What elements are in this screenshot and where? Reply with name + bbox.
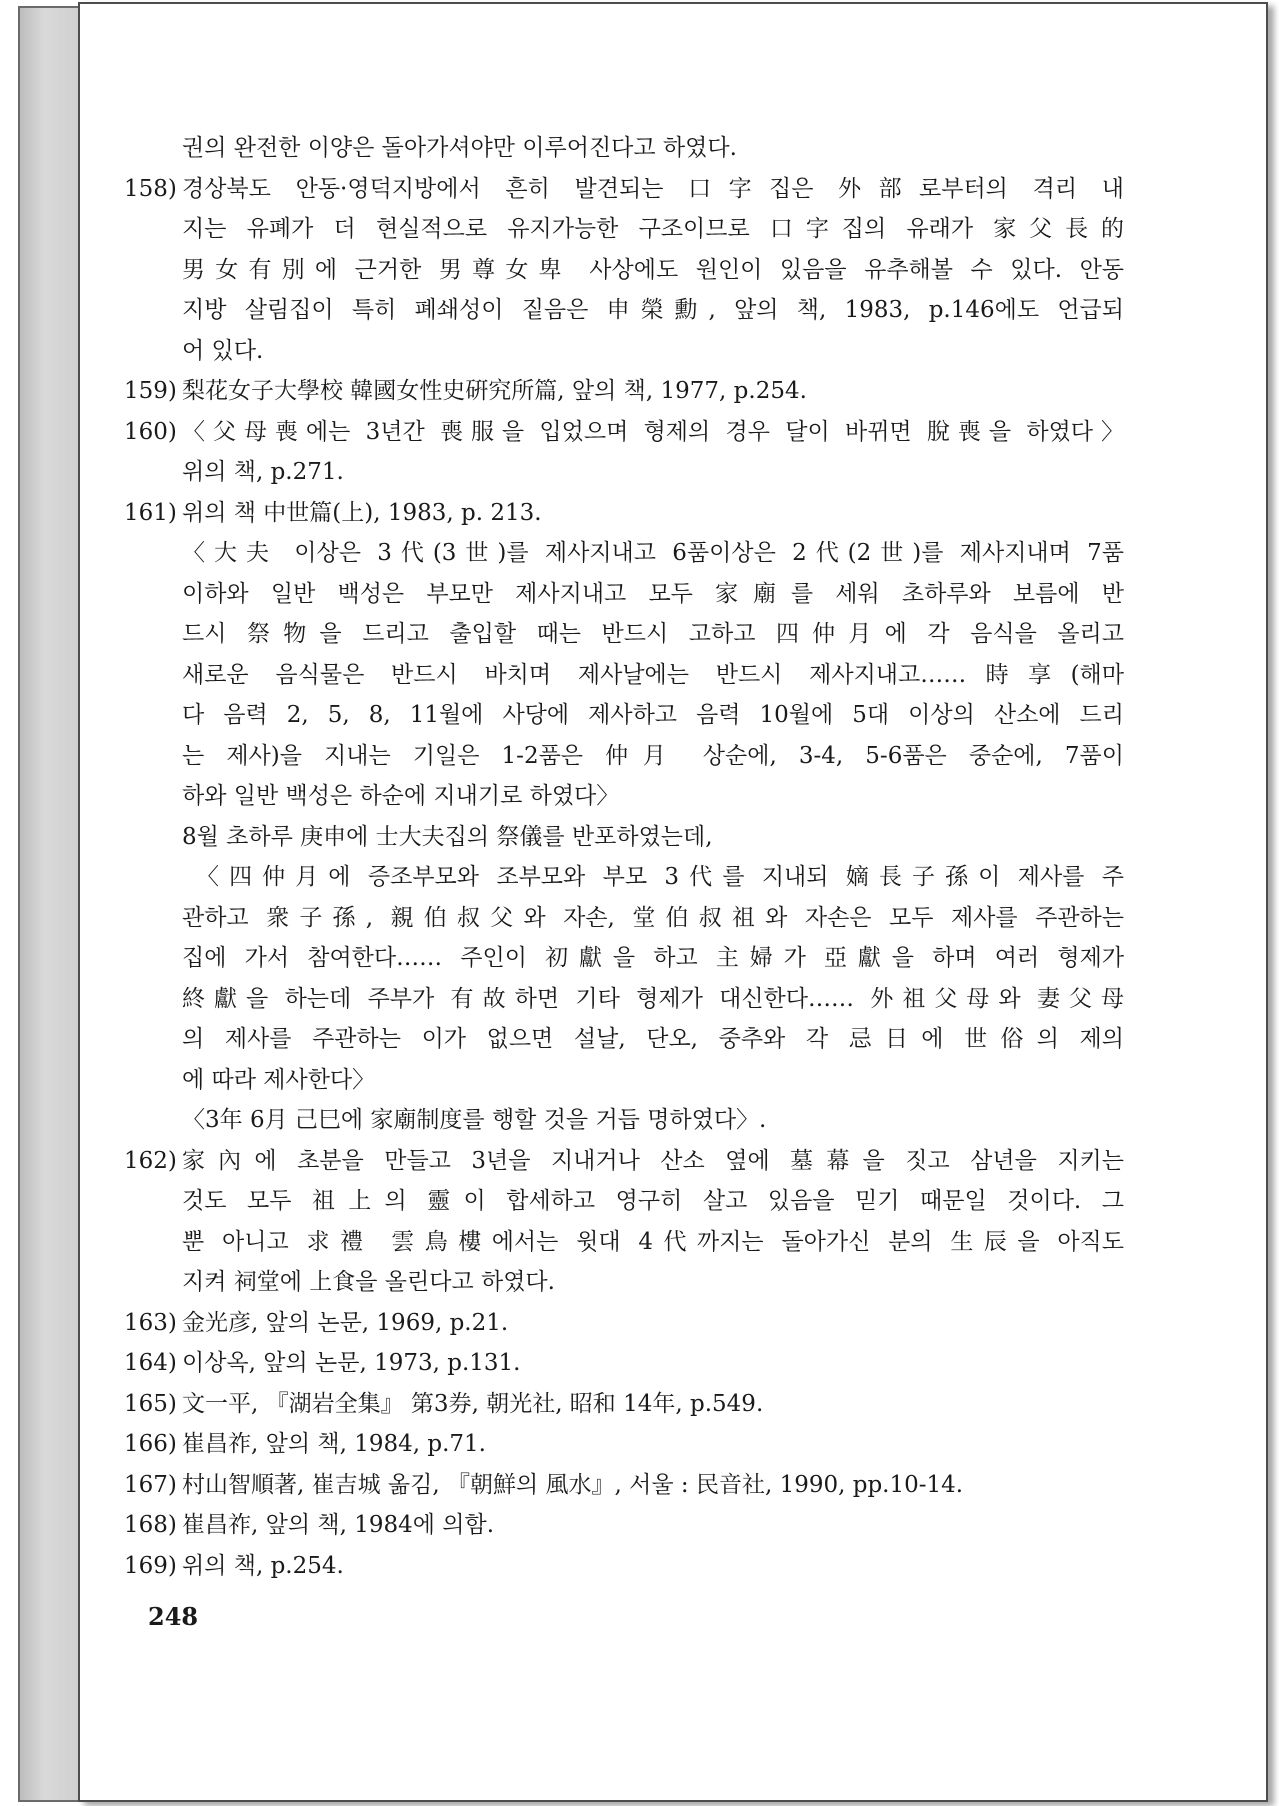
footnote-continuation-line: 지방 살림집이 특히 폐쇄성이 짙음은 申榮勳, 앞의 책, 1983, p.146에도 언급되 — [182, 297, 1124, 323]
footnote-continuation-line: 지는 유폐가 더 현실적으로 유지가능한 구조이므로 口字집의 유래가 家父長的 — [182, 216, 1124, 242]
footnote-continuation-line: 새로운 음식물은 반드시 바치며 제사날에는 반드시 제사지내고……時享(해마 — [182, 661, 1124, 688]
footnote-number: 169) — [124, 1552, 177, 1579]
footnote-text: 崔昌祚, 앞의 책, 1984, p.71. — [182, 1431, 486, 1457]
footnote-continuation-line: 〈3年 6月 己巳에 家廟制度를 행할 것을 거듭 명하였다〉. — [182, 1107, 767, 1133]
footnote-continuation-line: 8월 초하루 庚申에 士大夫집의 祭儀를 반포하였는데, — [182, 823, 713, 850]
footnote-continuation-line: 에 따라 제사한다〉 — [182, 1066, 376, 1093]
footnotes-body — [124, 128, 1124, 1586]
footnote-line — [124, 412, 1124, 453]
footnote-continuation-line: 의 제사를 주관하는 이가 없으면 설날, 단오, 중추와 각 忌日에 世俗의 제의 — [182, 1026, 1124, 1052]
footnote-text: 家內에 초분을 만들고 3년을 지내거나 산소 옆에 墓幕을 짓고 삼년을 지키는 — [182, 1147, 1124, 1174]
footnote-number: 158) — [124, 175, 177, 202]
book-spine — [18, 6, 80, 1802]
footnote-number: 166) — [124, 1431, 177, 1457]
footnote-line — [124, 1384, 1124, 1425]
footnote-continuation-line: 지켜 祠堂에 上食을 올린다고 하였다. — [182, 1269, 555, 1295]
footnote-continuation-line: 〈大夫 이상은 3代(3世)를 제사지내고 6품이상은 2代(2世)를 제사지내며 7품 — [182, 540, 1124, 566]
footnote-continuation-line: 는 제사)을 지내는 기일은 1-2품은 仲月 상순에, 3-4, 5-6품은 중순에, 7품이 — [182, 742, 1124, 769]
page-number: 248 — [148, 1602, 199, 1631]
footnote-number: 167) — [124, 1471, 177, 1498]
footnote-continuation-line: 집에 가서 참여한다…… 주인이 初獻을 하고 主婦가 亞獻을 하며 여러 형제가 — [182, 945, 1124, 971]
footnote-text: 위의 책 中世篇(上), 1983, p. 213. — [182, 499, 542, 526]
footnote-text: 경상북도 안동·영덕지방에서 흔히 발견되는 口字집은 外部로부터의 격리 내 — [182, 175, 1124, 202]
footnote-continuation-line: 드시 祭物을 드리고 출입할 때는 반드시 고하고 四仲月에 각 음식을 올리고 — [182, 621, 1124, 647]
footnote-number: 159) — [124, 378, 177, 404]
footnote-text: 위의 책, p.254. — [182, 1552, 344, 1579]
footnote-continuation-line: 어 있다. — [182, 337, 264, 364]
footnote-line — [124, 169, 1124, 210]
footnote-line — [124, 1505, 1124, 1546]
footnote-text: 梨花女子大學校 韓國女性史硏究所篇, 앞의 책, 1977, p.254. — [182, 378, 807, 404]
footnote-line — [124, 1465, 1124, 1506]
footnote-number: 165) — [124, 1390, 177, 1417]
footnote-number: 164) — [124, 1350, 177, 1376]
footnote-line — [124, 1141, 1124, 1182]
footnote-continuation-line: 뿐 아니고 求禮 雲鳥樓에서는 윗대 4代까지는 돌아가신 분의 生辰을 아직도 — [182, 1228, 1124, 1255]
footnote-number: 160) — [124, 418, 177, 445]
footnote-continuation-line: 것도 모두 祖上의 靈이 합세하고 영구히 살고 있음을 믿기 때문일 것이다. 그 — [182, 1188, 1124, 1214]
footnote-text: 村山智順著, 崔吉城 옮김, 『朝鮮의 風水』, 서울 : 民音社, 1990, pp.10-14. — [182, 1471, 964, 1498]
footnote-line — [124, 1343, 1124, 1384]
footnote-continuation-line: 다 음력 2, 5, 8, 11월에 사당에 제사하고 음력 10월에 5대 이상의 산소에 드리 — [182, 702, 1124, 728]
footnote-continuation-line: 권의 완전한 이양은 돌아가셔야만 이루어진다고 하였다. — [182, 135, 737, 161]
footnote-continuation-line: 終獻을 하는데 주부가 有故하면 기타 형제가 대신한다…… 外祖父母와 妻父母 — [182, 985, 1124, 1012]
footnote-line — [124, 371, 1124, 412]
footnote-text: 文一平, 『湖岩全集』 第3券, 朝光社, 昭和 14年, p.549. — [182, 1390, 764, 1417]
footnote-line — [124, 1424, 1124, 1465]
footnote-continuation-line: 男女有別에 근거한 男尊女卑 사상에도 원인이 있음을 유추해볼 수 있다. 안동 — [182, 256, 1124, 283]
footnote-line — [124, 1303, 1124, 1344]
footnote-continuation-line: 〈四仲月에 증조부모와 조부모와 부모 3代를 지내되 嫡長子孫이 제사를 주 — [196, 864, 1124, 890]
footnote-text: 崔昌祚, 앞의 책, 1984에 의함. — [182, 1512, 495, 1538]
footnote-number: 163) — [124, 1309, 177, 1336]
footnote-line — [124, 1546, 1124, 1587]
footnote-number: 162) — [124, 1147, 177, 1174]
footnote-number: 168) — [124, 1512, 177, 1538]
footnote-text: 이상옥, 앞의 논문, 1973, p.131. — [182, 1350, 521, 1376]
footnote-continuation-line: 하와 일반 백성은 하순에 지내기로 하였다〉 — [182, 783, 620, 809]
footnote-number: 161) — [124, 499, 177, 526]
footnote-text: 金光彦, 앞의 논문, 1969, p.21. — [182, 1309, 509, 1336]
footnote-continuation-line: 위의 책, p.271. — [182, 459, 344, 485]
footnote-line — [124, 493, 1124, 534]
footnote-continuation-line: 이하와 일반 백성은 부모만 제사지내고 모두 家廟를 세워 초하루와 보름에 반 — [182, 580, 1124, 607]
footnote-text: 〈父母喪에는 3년간 喪服을 입었으며 형제의 경우 달이 바뀌면 脫喪을 하였다〉 — [182, 418, 1124, 445]
footnote-continuation-line: 관하고 衆子孫, 親伯叔父와 자손, 堂伯叔祖와 자손은 모두 제사를 주관하는 — [182, 904, 1124, 931]
